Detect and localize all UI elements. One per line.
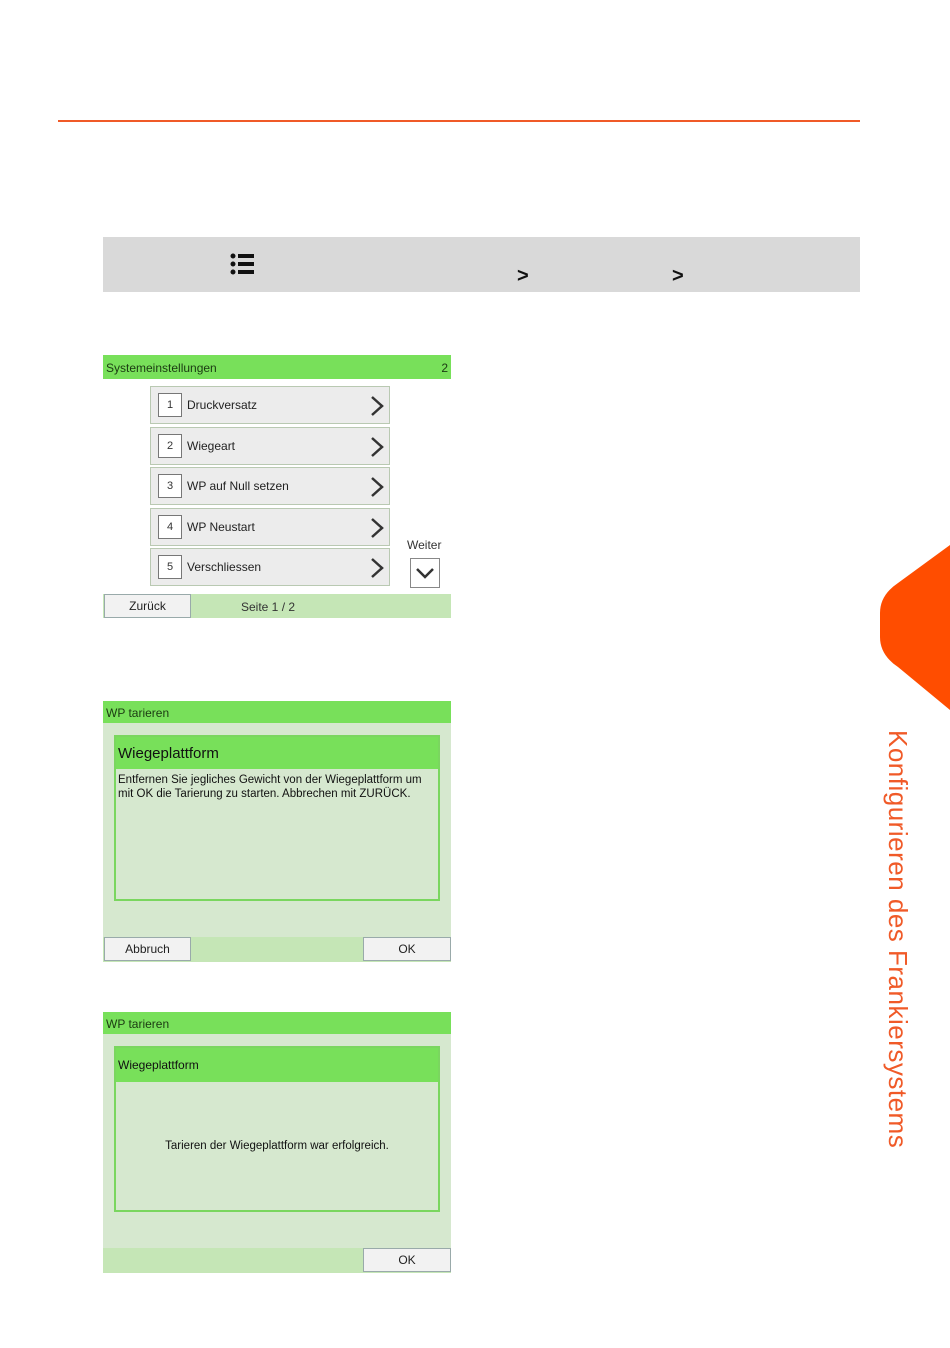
- tare-confirm-screen: [103, 701, 451, 962]
- chevron-down-icon: [411, 559, 439, 587]
- dialog-message: Tarieren der Wiegeplattform war erfolgreich.: [165, 1140, 389, 1152]
- next-page-button[interactable]: [410, 558, 440, 588]
- path-separator-2: >: [672, 265, 684, 287]
- dialog-title: Wiegeplattform: [118, 745, 219, 762]
- item-number: 4: [158, 515, 182, 539]
- chevron-right-icon: [369, 516, 385, 540]
- item-number: 3: [158, 474, 182, 498]
- chapter-side-label: Konfigurieren des Frankiersystems: [883, 730, 913, 1149]
- system-settings-screen: [103, 355, 451, 618]
- menu-item-wp-neustart[interactable]: [150, 508, 390, 546]
- cancel-button[interactable]: Abbruch: [104, 937, 191, 961]
- screen-title-bar: [103, 355, 451, 379]
- tare-success-screen: [103, 1012, 451, 1273]
- screen-page-number: 2: [441, 361, 448, 375]
- path-separator-1: >: [517, 265, 529, 287]
- item-label: WP Neustart: [187, 520, 255, 534]
- menu-item-wp-auf-null[interactable]: [150, 467, 390, 505]
- screen-bottom-bar: [103, 1248, 451, 1273]
- tare-dialog: [114, 735, 440, 901]
- ok-button[interactable]: OK: [363, 937, 451, 961]
- back-button[interactable]: Zurück: [104, 594, 191, 618]
- chevron-right-icon: [369, 556, 385, 580]
- menu-item-druckversatz[interactable]: [150, 386, 390, 424]
- screen-bottom-bar: [103, 937, 451, 962]
- chevron-right-icon: [369, 394, 385, 418]
- page-info: Seite 1 / 2: [241, 600, 296, 614]
- item-number: 5: [158, 555, 182, 579]
- item-label: Verschliessen: [187, 560, 262, 574]
- item-label: Druckversatz: [187, 398, 258, 412]
- screen-title: WP tarieren: [106, 706, 170, 720]
- screen-title: WP tarieren: [106, 1017, 170, 1031]
- list-icon: [230, 251, 256, 277]
- chevron-right-icon: [369, 475, 385, 499]
- item-number: 1: [158, 393, 182, 417]
- screen-bottom-bar: [103, 594, 451, 618]
- item-number: 2: [158, 434, 182, 458]
- next-label: Weiter: [407, 538, 442, 552]
- chapter-tab-shape: [880, 545, 950, 710]
- header-rule: [58, 120, 860, 122]
- menu-path-bar: [103, 237, 860, 292]
- screen-title: Systemeinstellungen: [106, 361, 217, 375]
- item-label: Wiegeart: [187, 439, 236, 453]
- menu-item-verschliessen[interactable]: [150, 548, 390, 586]
- dialog-title: Wiegeplattform: [118, 1058, 199, 1072]
- menu-item-wiegeart[interactable]: [150, 427, 390, 465]
- success-dialog: [114, 1046, 440, 1212]
- dialog-message: Entfernen Sie jegliches Gewicht von der Wiegeplattform um mit OK die Tarierung zu starten. Abbrechen mit ZURÜCK.: [118, 774, 422, 800]
- dialog-header: [116, 1048, 438, 1082]
- screen-title-bar: [103, 701, 451, 723]
- screen-title-bar: [103, 1012, 451, 1034]
- chevron-right-icon: [369, 435, 385, 459]
- ok-button[interactable]: OK: [363, 1248, 451, 1272]
- dialog-header: [116, 737, 438, 769]
- item-label: WP auf Null setzen: [187, 479, 289, 493]
